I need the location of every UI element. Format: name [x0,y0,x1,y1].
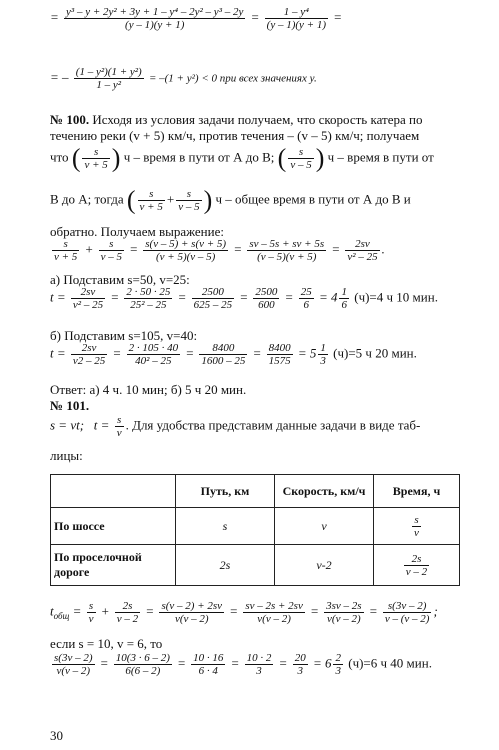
table-header: Скорость, км/ч [275,475,374,508]
equals: = [185,345,195,361]
text: ч – время в пути от А до В; [123,149,275,165]
numerator: 2 · 50 · 25 [126,286,171,298]
numerator: 2s [115,600,140,613]
numerator: s [82,146,109,159]
paren-open: ( [277,143,287,173]
numerator: 2 · 105 · 40 [128,342,179,354]
calc-line [50,652,432,677]
period: . [381,241,385,257]
equals: = 6 [312,655,332,671]
equals: = [129,241,139,257]
table-header: Время, ч [374,475,460,508]
table-row [51,508,460,545]
fraction [87,600,96,625]
equals: = [368,603,378,619]
numerator: 25 [300,286,312,298]
fraction [333,652,343,677]
total-time-formula [50,600,438,625]
denominator: 1600 – 25 [201,355,246,367]
t-equals: t = [50,289,66,305]
t-equals: t = [50,345,66,361]
equation-tail: = –(1 + y²) < 0 при всех значениях y. [148,72,317,85]
numerator: s [288,146,313,159]
numerator: 1 [341,286,347,298]
denominator: 3 [297,665,303,677]
fraction [52,238,79,263]
numerator: s(v – 5) + s(v + 5) [145,238,227,250]
problem-number: № 101. [50,398,90,413]
fraction [339,286,349,311]
result: (ч)=6 ч 40 мин. [348,655,432,671]
equation-line-2 [50,66,317,91]
denominator: v – 5 [100,251,122,263]
fraction [64,6,245,31]
numerator: 2s [404,553,429,566]
problem-101-line-2 [50,448,83,464]
denominator: v – 2 [116,613,139,625]
table-header: Путь, км [176,475,275,508]
fraction [74,66,144,91]
expression-line [50,238,385,263]
fraction [143,238,228,263]
text: течению реки (v + 5) км/ч, против течения – (v – 5) км/ч; получаем [50,128,420,143]
equals: = [239,289,249,305]
numerator: sv – 5s + sv + 5s [249,238,325,250]
text: что [50,149,69,165]
numerator: s [115,414,124,427]
part-a-calc [50,286,438,311]
problem-101-number [50,398,89,414]
denominator: 3 [335,665,341,677]
numerator: 2500 [255,286,278,298]
denominator: v(v – 2) [327,613,361,625]
denominator: 40² – 25 [135,355,172,367]
denominator: v [414,526,419,539]
semicolon: ; [433,603,438,619]
denominator: v + 5 [84,159,108,171]
denominator: (y – 1)(y + 1) [266,19,326,31]
formula: s = vt; [50,417,85,433]
table-cell: 2s [176,545,275,586]
t-equals: t = [93,417,110,433]
numerator: s [52,238,79,251]
denominator: v + 5 [139,201,163,213]
equals: = [110,289,120,305]
problem-101-line-1 [50,414,420,439]
fraction [299,286,314,311]
fraction [243,600,305,625]
equals-minus: = – [50,69,69,85]
fraction [265,6,328,31]
equals: = [177,289,187,305]
condition-line [50,636,162,652]
fraction [253,286,279,311]
row-label: По шоссе [51,508,176,545]
numerator: 1 [320,342,326,354]
table-cell: v [275,508,374,545]
fraction [324,600,363,625]
text: ч – общее время в пути от А до В и [215,191,411,207]
text: ч – время в пути от [327,149,434,165]
problem-100-line-3 [50,143,434,173]
fraction [293,652,308,677]
numerator: 3sv – 2s [326,600,362,612]
result: (ч)=4 ч 10 мин. [354,289,438,305]
problem-number: № 100. [50,112,90,127]
plus: + [84,241,94,257]
table-row [51,545,460,586]
fraction [267,342,293,367]
denominator: 625 – 25 [193,299,233,311]
denominator: 6 · 4 [198,665,218,677]
numerator: s(v – 2) + 2sv [161,600,223,612]
plus: + [166,191,175,207]
denominator: 25² – 25 [130,299,167,311]
denominator: v – 5 [178,201,200,213]
fraction [82,146,109,171]
equals: = [331,241,341,257]
table-cell [374,545,460,586]
numerator: 2500 [192,286,235,299]
fraction [71,286,105,311]
text: если s = 10, v = 6, то [50,636,163,651]
numerator: s(3v – 2) [383,600,432,613]
fraction [412,514,421,539]
equals: = [145,603,155,619]
fraction [115,414,124,439]
equals: = 4 [318,289,338,305]
equals: = [177,655,186,671]
fraction [124,286,172,311]
part-b-calc [50,342,417,367]
fraction [176,188,201,213]
text: В до А; тогда [50,191,124,207]
equals: = [252,345,262,361]
numerator: sv – 2s + 2sv [245,600,303,612]
denominator: v + 5 [54,251,78,263]
fraction [52,652,95,677]
numerator: y³ – y + 2y² + 3y + 1 – y⁴ – 2y² – y³ – 2y [66,6,244,18]
fraction [115,600,140,625]
table-cell: v-2 [275,545,374,586]
paren-close: ) [203,185,213,215]
result: (ч)=5 ч 20 мин. [333,345,417,361]
page [50,0,470,750]
fraction [99,238,124,263]
denominator: v² – 25 [347,251,378,263]
answer: Ответ: а) 4 ч. 10 мин; б) 5 ч 20 мин. [50,382,247,397]
denominator: (v + 5)(v – 5) [156,251,216,263]
equals: = [284,289,294,305]
equals: = [230,655,240,671]
fraction [404,553,429,578]
numerator: 2 [335,652,341,664]
fraction [247,238,326,263]
t-symbol: t [50,603,54,619]
fraction [114,652,172,677]
fraction [288,146,313,171]
table-cell: s [176,508,275,545]
denominator: v(v – 2) [257,613,291,625]
numerator: 20 [294,652,306,664]
denominator: 1575 [268,355,291,367]
equals: = [229,603,239,619]
numerator: 1 – y⁴ [265,6,328,19]
numerator: s [87,600,96,613]
fraction [199,342,247,367]
equation-line-1 [50,6,342,31]
denominator: v2 – 25 [72,355,106,367]
equals: = [112,345,122,361]
numerator: 2sv [71,286,105,299]
numerator: s [99,238,124,251]
equals: = [50,9,59,25]
numerator: 10 · 2 [246,652,272,664]
fraction [159,600,224,625]
numerator: 2sv [345,238,379,251]
denominator: v – (v – 2) [384,613,430,625]
fraction [245,652,274,677]
fraction [191,652,225,677]
problem-100-line-1 [50,112,422,128]
denominator: 6 [341,299,347,311]
denominator: (y – 1)(y + 1) [125,19,185,31]
equals: = [72,603,82,619]
text: а) Подставим s=50, v=25: [50,272,190,287]
row-label: По проселочной дороге [51,545,176,586]
numerator: 10(3 · 6 – 2) [115,652,170,664]
paren-close: ) [111,143,121,173]
fraction [138,188,165,213]
numerator: 8400 [199,342,247,355]
denominator: 6 [303,299,309,311]
fraction [318,342,328,367]
denominator: v [116,427,122,439]
equals: = [278,655,288,671]
denominator: 3 [320,355,326,367]
equals: = [310,603,319,619]
equals: = [99,655,109,671]
denominator: v [88,613,94,625]
fraction [71,342,107,367]
equals: = [333,9,343,25]
paren-open: ( [71,143,81,173]
denominator: v – 2 [405,565,428,578]
numerator: s [176,188,201,201]
page-number: 30 [50,728,63,743]
answer-line [50,382,246,398]
paren-close: ) [315,143,325,173]
denominator: 6(6 – 2) [125,665,161,677]
denominator: 600 [258,299,275,311]
text: . Для удобства представим данные задачи в виде таб- [125,417,421,433]
fraction [192,286,235,311]
text: б) Подставим s=105, v=40: [50,328,198,343]
numerator: 10 · 16 [193,652,224,664]
text: Исходя из условия задачи получаем, что скорость катера по [89,112,423,127]
denominator: v(v – 2) [174,613,209,625]
paren-open: ( [126,185,136,215]
denominator: v – 5 [290,159,312,171]
plus: + [100,603,110,619]
numerator: 8400 [268,342,291,354]
denominator: 1 – y² [96,79,122,91]
denominator: 3 [256,665,262,677]
text: лицы: [50,448,83,463]
equals: = [233,241,243,257]
numerator: s [412,514,421,527]
equals: = 5 [297,345,317,361]
numerator: (1 – y²)(1 + y²) [75,66,142,78]
data-table [50,474,460,586]
table-header-row [51,475,460,508]
numerator: s [138,188,165,201]
fraction [383,600,432,625]
problem-100-line-4 [50,185,411,215]
t-subscript: общ [53,611,70,622]
equals: = [250,9,260,25]
table-header [51,475,176,508]
denominator: v(v – 2) [56,665,91,677]
text: обратно. Получаем выражение: [50,224,224,239]
problem-100-line-2 [50,128,419,144]
numerator: 2sv [71,342,107,355]
fraction [345,238,379,263]
denominator: v² – 25 [72,299,104,311]
denominator: (v – 5)(v + 5) [257,251,317,263]
numerator: s(3v – 2) [54,652,93,664]
fraction [127,342,181,367]
table-cell [374,508,460,545]
